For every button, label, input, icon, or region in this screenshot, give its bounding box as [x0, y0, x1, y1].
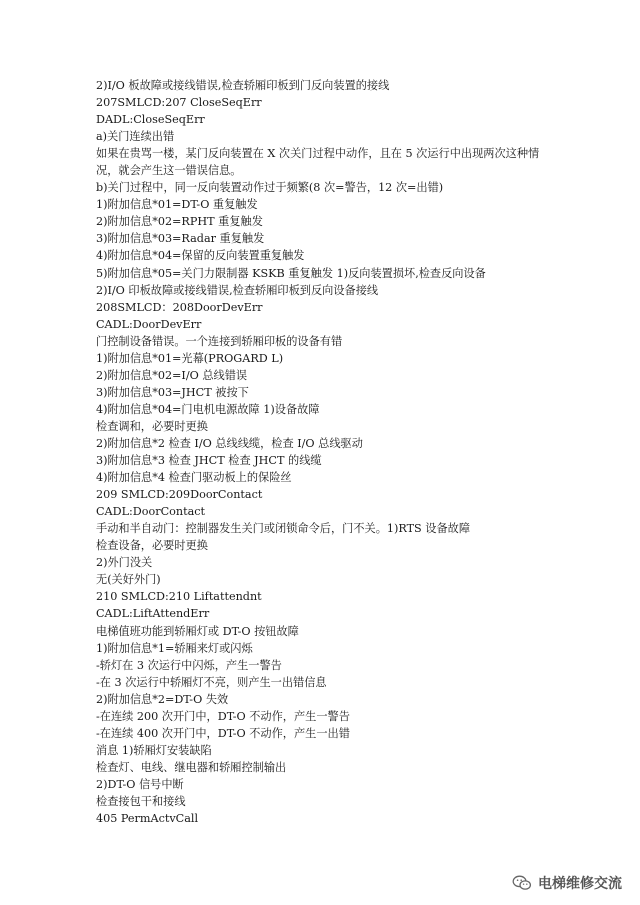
text-line: 消息 1)轿厢灯安装缺陷	[96, 743, 212, 757]
text-line: CADL:LiftAttendErr	[96, 607, 210, 621]
text-line: 209 SMLCD:209DoorContact	[96, 488, 263, 502]
text-line: 3)附加信息*03=Radar 重复触发	[96, 232, 265, 246]
text-line: 2)附加信息*2=DT-O 失效	[96, 692, 229, 706]
text-line: 4)附加信息*04=保留的反向装置重复触发	[96, 249, 305, 263]
text-line: 207SMLCD:207 CloseSeqErr	[96, 96, 262, 110]
text-line: CADL:DoorDevErr	[96, 317, 202, 331]
text-line: 电梯值班功能到轿厢灯或 DT-O 按钮故障	[96, 624, 299, 638]
text-line: 如果在贵骂一楼，某门反向装置在 X 次关门过程中动作，且在 5 次运行中出现两次这种情	[96, 147, 540, 161]
text-line: 无(关好外门)	[96, 573, 161, 587]
text-line: 210 SMLCD:210 Liftattendnt	[96, 590, 262, 604]
text-line: 405 PermActvCall	[96, 812, 199, 826]
text-line: 况，就会产生这一错误信息。	[96, 164, 242, 178]
document-body	[96, 77, 616, 827]
text-line: -在 3 次运行中轿厢灯不亮，则产生一出错信息	[96, 675, 327, 689]
text-line: CADL:DoorContact	[96, 505, 206, 519]
text-line: -在连续 200 次开门中，DT-O 不动作，产生一警告	[96, 709, 350, 723]
text-line: 1)附加信息*1=轿厢来灯或闪烁	[96, 641, 253, 655]
text-line: -在连续 400 次开门中，DT-O 不动作，产生一出错	[96, 726, 350, 740]
text-line: 检查调和，必要时更换	[96, 419, 208, 433]
text-line: 1)附加信息*01=光幕(PROGARD L)	[96, 351, 284, 365]
text-line: 2)附加信息*02=RPHT 重复触发	[96, 215, 263, 229]
text-line: 2)附加信息*2 检查 I/O 总线线缆，检查 I/O 总线驱动	[96, 436, 363, 450]
wechat-icon	[512, 875, 532, 891]
text-line: 手动和半自动门：控制器发生关门或闭锁命令后，门不关。1)RTS 设备故障	[96, 522, 471, 536]
text-line: 检查灯、电线、继电器和轿厢控制输出	[96, 760, 287, 774]
text-line: 检查接包干和接线	[96, 794, 186, 808]
text-line: 3)附加信息*03=JHCT 被按下	[96, 385, 249, 399]
text-line: DADL:CloseSeqErr	[96, 113, 205, 127]
text-line: a)关门连续出错	[96, 130, 175, 144]
text-line: b)关门过程中，同一反向装置动作过于频繁(8 次=警告，12 次=出错)	[96, 181, 444, 195]
watermark-text: 电梯维修交流	[538, 876, 622, 892]
text-line: 2)DT-O 信号中断	[96, 777, 184, 791]
text-line: 1)附加信息*01=DT-O 重复触发	[96, 198, 258, 212]
text-line: 5)附加信息*05=关门力限制器 KSKB 重复触发 1)反向装置损坏,检查反向设备	[96, 266, 486, 280]
text-line: 2)I/O 印板故障或接线错误,检查轿厢印板到反向设备接线	[96, 283, 379, 297]
text-line: 检查设备，必要时更换	[96, 539, 208, 553]
text-line: 3)附加信息*3 检查 JHCT 检查 JHCT 的线缆	[96, 454, 322, 468]
watermark	[512, 873, 622, 893]
text-line: 2)外门没关	[96, 556, 153, 570]
text-line: -轿灯在 3 次运行中闪烁，产生一警告	[96, 658, 282, 672]
text-line: 2)I/O 板故障或接线错误,检查轿厢印板到门反向装置的接线	[96, 79, 390, 92]
text-line: 4)附加信息*4 检查门驱动板上的保险丝	[96, 471, 292, 485]
text-line: 4)附加信息*04=门电机电源故障 1)设备故障	[96, 402, 320, 416]
text-line: 2)附加信息*02=I/O 总线错误	[96, 368, 248, 382]
text-line: 门控制设备错误。一个连接到轿厢印板的设备有错	[96, 334, 343, 348]
text-line: 208SMLCD：208DoorDevErr	[96, 300, 263, 314]
